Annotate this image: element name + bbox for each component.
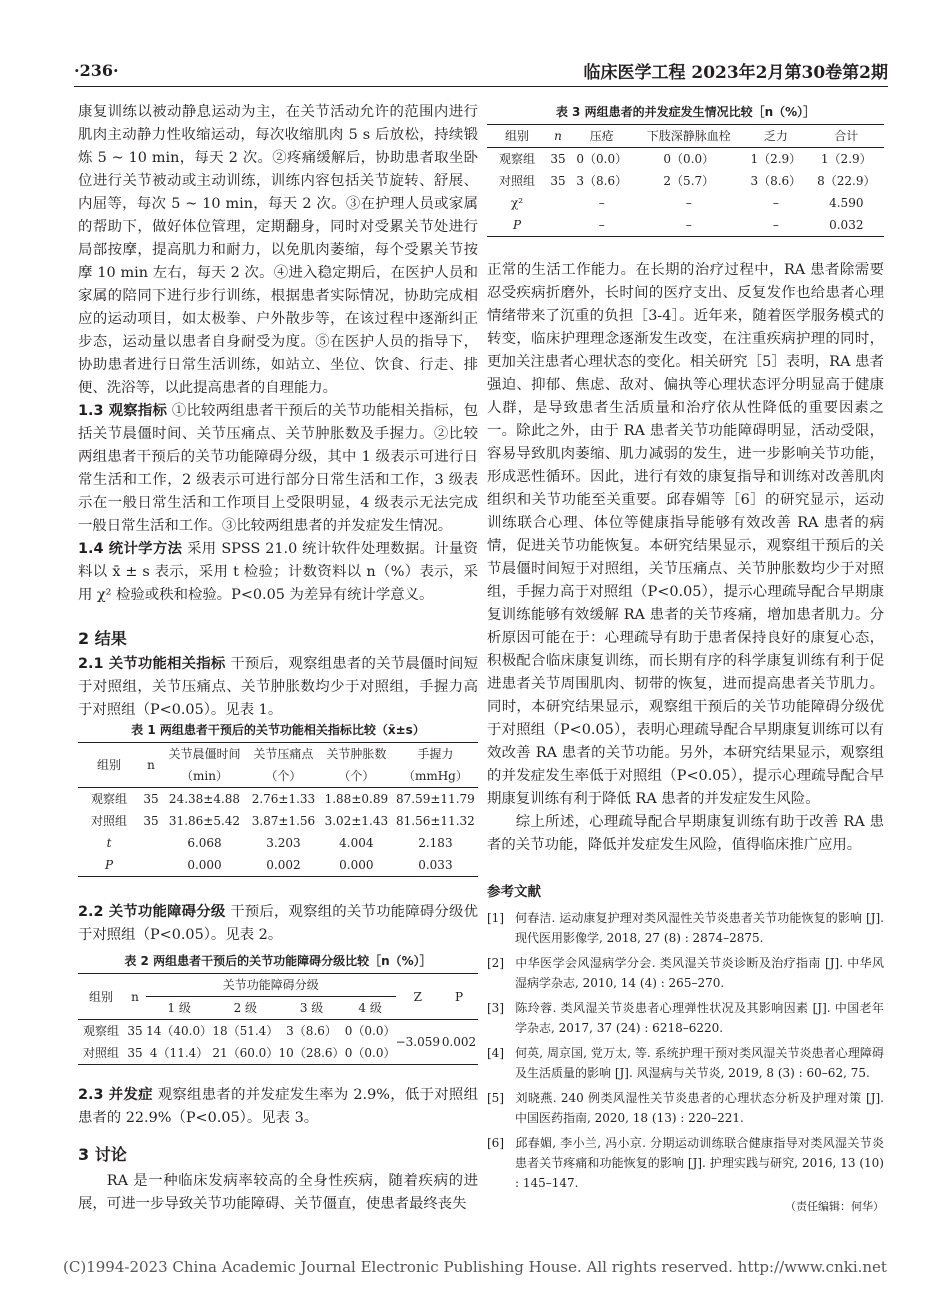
table-3-grid: [487, 124, 884, 237]
t1-cell: 0.002: [266, 858, 301, 872]
references-title: 参考文献: [487, 884, 541, 900]
reference-item: [487, 998, 884, 1038]
reference-number: [4]: [487, 1046, 504, 1060]
t1-cell: 0.033: [418, 858, 453, 872]
table-row: [78, 788, 478, 811]
header-rule: [74, 86, 888, 87]
t2-cell: 21（60.0）: [212, 1046, 279, 1060]
t1-cell: 0.000: [187, 858, 222, 872]
reference-text: 邱春媚, 李小兰, 冯小京. 分期运动训练联合健康指导对类风湿关节炎患者关节疼痛和功能恢复的影响 [J]. 护理实践与研究, 2016, 13 (10) : 145–147.: [515, 1136, 884, 1190]
t3-cell: χ²: [510, 196, 524, 210]
t3-cell: 8（22.9）: [817, 174, 876, 188]
table-row: [78, 832, 478, 854]
editor-note: （责任编辑：何华）: [785, 1200, 884, 1213]
reference-text: 何英, 周京国, 党万太, 等. 系统护理干预对类风湿关节炎患者心理障碍及生活质量的影响 [J]. 风湿病与关节炎, 2019, 8 (3) : 60–62, 75.: [515, 1046, 884, 1080]
t1-cell: 1.88±0.89: [324, 792, 389, 806]
table-row: [487, 148, 884, 171]
reference-item: [487, 1043, 884, 1083]
t1-head-n: n: [147, 758, 155, 772]
t2-level-2: 2 级: [233, 1001, 258, 1015]
t1-cell: 31.86±5.42: [168, 814, 241, 828]
t2-cell: 观察组: [82, 1024, 119, 1038]
t3-cell: –: [772, 218, 779, 232]
t3-head-n: n: [554, 129, 562, 143]
reference-text: 何春洁. 运动康复护理对类风湿性关节炎患者关节功能恢复的影响 [J]. 现代医用影像学, 2018, 27 (8) : 2874–2875.: [515, 911, 884, 945]
t1-cell: 3.203: [266, 836, 301, 850]
section-2-1-title: 2.1 关节功能相关指标: [78, 656, 226, 672]
discussion-start-block: [78, 1143, 478, 1216]
t1-cell: 对照组: [90, 814, 127, 828]
t3-cell: 3（8.6）: [750, 174, 802, 188]
t1-cell: 6.068: [187, 836, 222, 850]
reference-number: [2]: [487, 956, 504, 970]
section-1-3-text: ①比较两组患者干预后的关节功能相关指标，包括关节晨僵时间、关节压痛点、关节肿胀数及手握力。②比较两组患者干预后的关节功能障碍分级，其中 1 级表示可进行日常生活和工作，2 级表示可进行部分日常生活和工作，3 级表示在一般日常生活和工作项目上受限明显，4 级表示无法完成一般日常生活和工作。③比较两组患者的并发症发生情况。: [78, 403, 478, 534]
t3-cell: 3（8.6）: [576, 174, 628, 188]
t1-cell: 0.000: [339, 858, 374, 872]
section-2-2: [78, 901, 478, 947]
t1-cell: 24.38±4.88: [168, 792, 241, 806]
t2-cell: 3（8.6）: [286, 1024, 337, 1038]
section-2-3-title: 2.3 并发症: [78, 1087, 153, 1103]
section-2-2-paragraph: [78, 901, 478, 947]
table-row: [78, 854, 478, 877]
t2-cell: 35: [127, 1024, 143, 1038]
t2-cell: 对照组: [82, 1046, 119, 1060]
section-2-3-paragraph: [78, 1084, 478, 1130]
t3-cell: 1（2.9）: [820, 152, 872, 166]
t2-head-span: 关节功能障碍分级: [146, 974, 396, 997]
t1-cell: t: [106, 836, 112, 850]
table-3: [487, 103, 884, 237]
section-3-title: 3 讨论: [78, 1145, 127, 1164]
page-number: ·236·: [74, 61, 119, 80]
table-3-caption: 表 3 两组患者的并发症发生情况比较［n（%）］: [555, 105, 816, 119]
reference-text: 刘晓燕. 240 例类风湿性关节炎患者的心理状态分析及护理对策 [J]. 中国医药指南, 2020, 18 (13) : 220–221.: [515, 1091, 884, 1125]
t3-cell: P: [512, 218, 522, 232]
t3-cell: 0（0.0）: [576, 152, 628, 166]
journal-header: 临床医学工程 2023年2月第30卷第2期: [583, 63, 888, 83]
t3-head-group: 组别: [504, 129, 529, 143]
table-1-grid: [78, 742, 478, 877]
discussion-paragraph-2: 综上所述，心理疏导配合早期康复训练有助于改善 RA 患者的关节功能，降低并发症发生风险，值得临床推广应用。: [487, 814, 884, 853]
t1-head-group: 组别: [96, 758, 121, 772]
t2-level-4: 4 级: [358, 1001, 382, 1015]
reference-item: [487, 953, 884, 993]
section-2-2-text: 干预后，观察组的关节功能障碍分级优于对照组（P<0.05）。见表 2。: [78, 904, 478, 943]
t2-cell: 4（11.4）: [149, 1046, 209, 1060]
section-2-1: [78, 653, 478, 722]
discussion-column: [487, 259, 884, 857]
t3-cell: 1（2.9）: [750, 152, 802, 166]
t3-cell: –: [598, 196, 605, 210]
t3-head-ulcer: 压疮: [589, 129, 614, 143]
table-row: [487, 170, 884, 192]
section-2-1-text: 干预后，观察组患者的关节晨僵时间短于对照组，关节压痛点、关节肿胀数均少于对照组，手握力高于对照组（P<0.05）。见表 1。: [78, 656, 478, 718]
t1-cell: [140, 854, 162, 877]
t2-cell: 18（51.4）: [212, 1024, 279, 1038]
t3-cell: –: [598, 218, 605, 232]
t1-head-grip: 手握力（mmHg）: [402, 747, 468, 783]
section-2-2-title: 2.2 关节功能障碍分级: [78, 904, 226, 920]
t3-head-dvt: 下肢深静脉血栓: [646, 129, 731, 143]
t3-cell: [547, 214, 569, 237]
t1-cell: 观察组: [90, 792, 127, 806]
table-row: [78, 810, 478, 832]
table-row: [487, 192, 884, 214]
reference-number: [3]: [487, 1001, 504, 1015]
t3-cell: 35: [550, 152, 566, 166]
t3-cell: 0.032: [829, 218, 864, 232]
section-2-title: 2 结果: [78, 629, 127, 648]
reference-number: [5]: [487, 1091, 504, 1105]
table-1-caption: 表 1 两组患者干预后的关节功能相关指标比较（x̄±s）: [131, 723, 425, 737]
t1-cell: 3.02±1.43: [324, 814, 389, 828]
results-block: [78, 627, 478, 722]
section-1-4-text: 采用 SPSS 21.0 统计软件处理数据。计量资料以 x̄ ± s 表示，采用 t 检验；计数资料以 n（%）表示，采用 χ² 检验或秩和检验。P<0.05 为差异有统计学意义。: [78, 541, 478, 603]
reference-text: 陈玲蓉. 类风湿关节炎患者心理弹性状况及其影响因素 [J]. 中国老年学杂志, 2017, 37 (24) : 6218–6220.: [515, 1001, 884, 1035]
t2-cell: 10（28.6）: [278, 1046, 345, 1060]
t2-head-z: Z: [396, 974, 440, 1020]
t3-cell: 0（0.0）: [663, 152, 715, 166]
t3-head-fatigue: 乏力: [763, 129, 788, 143]
t2-p-value: 0.002: [440, 1020, 478, 1065]
left-column: [78, 101, 478, 607]
t1-head-tender: 关节压痛点（个）: [253, 747, 314, 783]
t2-cell: 35: [127, 1046, 143, 1060]
discussion-paragraph-1: 正常的生活工作能力。在长期的治疗过程中，RA 患者除需要忍受疾病折磨外，长时间的医疗支出、反复发作也给患者心理情绪带来了沉重的负担［3-4］。近年来，随着医学服务模式的转变，临床护理理念逐渐发生改变，在注重疾病护理的同时，更加关注患者心理状态的变化。相关研究［5］表明，RA 患者强迫、抑郁、焦虑、敌对、偏执等心理状态评分明显高于健康人群，是导致患者生活质量和治疗依从性降低的重要因素之一。除此之外，由于 RA 患者关节功能障碍明显，活动受限，容易导致肌肉萎缩、肌力减弱的发生，进一步影响关节功能，形成恶性循环。因此，进行有效的康复指导和训练对改善肌肉组织和关节功能至关重要。邱春媚等［6］的研究显示，运动训练联合心理、体位等健康指导能够有效改善 RA 患者的病情，促进关节功能恢复。本研究结果显示，观察组干预后的关节晨僵时间短于对照组，关节压痛点、关节肿胀数均少于对照组，手握力高于对照组（P<0.05），提示心理疏导配合早期康复训练能够有效缓解 RA 患者的关节疼痛，增加患者肌力。分析原因可能在于：心理疏导有助于患者保持良好的康复心态，积极配合临床康复训练，而长期有序的科学康复训练有利于促进患者关节周围肌肉、韧带的恢复，进而提高患者关节肌力。同时，本研究结果显示，观察组干预后的关节功能障碍分级优于对照组（P<0.05），表明心理疏导配合早期康复训练可以有效改善 RA 患者的关节功能。另外，本研究结果显示，观察组的并发症发生率低于对照组（P<0.05），提示心理疏导配合早期康复训练有利于降低 RA 患者的并发症发生风险。: [487, 262, 884, 807]
t1-cell: [140, 832, 162, 854]
t1-head-stiffness: 关节晨僵时间（min）: [168, 747, 241, 783]
t3-head-total: 合计: [834, 129, 859, 143]
discussion-start: RA 是一种临床发病率较高的全身性疾病，随着疾病的进展，可进一步导致关节功能障碍、关节僵直，使患者最终丧失: [78, 1173, 478, 1212]
t3-cell: 观察组: [498, 152, 535, 166]
reference-item: [487, 1133, 884, 1193]
table-row: [487, 214, 884, 237]
t1-head-swollen: 关节肿胀数（个）: [326, 747, 387, 783]
copyright-footer: (C)1994-2023 China Academic Journal Electronic Publishing House. All rights reserved. http://www.cnki.net: [63, 1258, 887, 1276]
t2-cell: 0（0.0）: [344, 1046, 396, 1060]
section-1-3: [78, 400, 478, 538]
section-1-4: [78, 538, 478, 607]
t3-cell: 4.590: [829, 196, 864, 210]
t3-cell: [547, 192, 569, 214]
t2-cell: 0（0.0）: [344, 1024, 396, 1038]
t1-cell: P: [104, 858, 114, 872]
section-2-3: [78, 1084, 478, 1130]
section-2-3-text: 观察组患者的并发症发生率为 2.9%，低于对照组患者的 22.9%（P<0.05）。见表 3。: [78, 1087, 478, 1126]
t2-z-value: −3.059: [396, 1020, 440, 1065]
t3-cell: 2（5.7）: [663, 174, 715, 188]
section-1-3-title: 1.3 观察指标: [78, 403, 168, 419]
t3-cell: 对照组: [498, 174, 535, 188]
reference-number: [6]: [487, 1136, 504, 1150]
reference-item: [487, 908, 884, 948]
t3-cell: –: [685, 218, 692, 232]
t2-head-n: n: [124, 974, 146, 1020]
t1-cell: 2.183: [418, 836, 453, 850]
t1-cell: 35: [143, 792, 159, 806]
table-2: [78, 952, 478, 1065]
t1-cell: 4.004: [339, 836, 374, 850]
references-block: [487, 880, 884, 1214]
t3-cell: –: [772, 196, 779, 210]
section-1-4-title: 1.4 统计学方法: [78, 541, 183, 557]
t3-cell: 35: [550, 174, 566, 188]
reference-item: [487, 1088, 884, 1128]
t2-head-p: P: [440, 974, 478, 1020]
t1-cell: 81.56±11.32: [396, 814, 475, 828]
table-2-caption: 表 2 两组患者干预后的关节功能障碍分级比较［n（%）］: [124, 954, 432, 968]
t2-cell: 14（40.0）: [146, 1024, 213, 1038]
t1-cell: 3.87±1.56: [251, 814, 316, 828]
table-row: [78, 1020, 478, 1043]
reference-number: [1]: [487, 911, 504, 925]
t2-level-3: 3 级: [299, 1001, 324, 1015]
t2-level-1: 1 级: [167, 1001, 191, 1015]
t1-cell: 2.76±1.33: [251, 792, 316, 806]
t1-cell: 87.59±11.79: [396, 792, 475, 806]
t2-head-group: 组别: [78, 974, 124, 1020]
table-2-grid: [78, 973, 478, 1065]
reference-text: 中华医学会风湿病学分会. 类风湿关节炎诊断及治疗指南 [J]. 中华风湿病学杂志, 2010, 14 (4) : 265–270.: [515, 956, 884, 990]
intro-paragraph: 康复训练以被动静息运动为主，在关节活动允许的范围内进行肌肉主动静力性收缩运动，每次收缩肌肉 5 s 后放松，持续锻炼 5 ~ 10 min，每天 2 次。②疼痛缓解后，协助患者取坐卧位进行关节被动或主动训练，训练内容包括关节旋转、舒展、内屈等，每次 5 ~ 10 min，每天 2 次。③在护理人员或家属的帮助下，做好体位管理，定期翻身，同时对受累关节处进行局部按摩，提高肌力和耐力，以免肌肉萎缩，每个受累关节按摩 10 min 左右，每天 2 次。④进入稳定期后，在医护人员和家属的陪同下进行步行训练，根据患者实际情况，协助完成相应的运动项目，如太极拳、户外散步等，在该过程中逐渐纠正步态，运动量以患者自身耐受为度。⑤在医护人员的指导下，协助患者进行日常生活训练，如站立、坐位、饮食、行走、排便、洗浴等，以此提高患者的自理能力。: [78, 104, 478, 396]
table-1: [78, 721, 478, 877]
t1-cell: 35: [143, 814, 159, 828]
t3-cell: –: [685, 196, 692, 210]
